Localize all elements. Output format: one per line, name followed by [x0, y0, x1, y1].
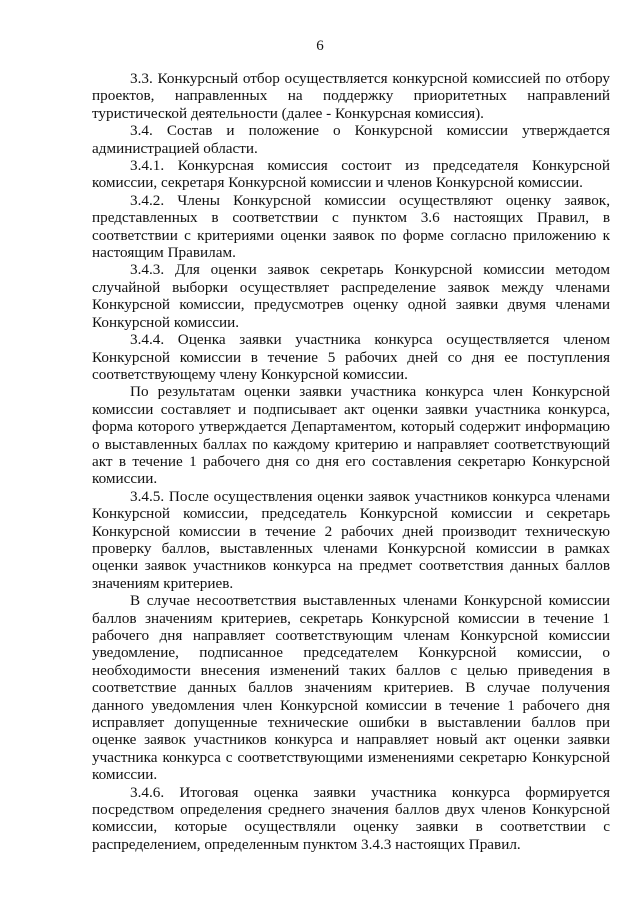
paragraph-3-4-4: 3.4.4. Оценка заявки участника конкурса осуществляется членом Конкурсной комиссии в течение 5 рабочих дней со дня ее поступления соответствующему члену Конкурсной комиссии. [92, 331, 610, 383]
paragraph-3-3: 3.3. Конкурсный отбор осуществляется конкурсной комиссией по отбору проектов, направленных на поддержку приоритетных направлений туристической деятельности (далее - Конкурсная комиссия). [92, 70, 610, 122]
paragraph-3-4-3: 3.4.3. Для оценки заявок секретарь Конкурсной комиссии методом случайной выборки осуществляет распределение заявок между членами Конкурсной комиссии, предусмотрев оценку одной заявки двумя членами Конкурсной комиссии. [92, 261, 610, 331]
paragraph-evaluation-act: По результатам оценки заявки участника конкурса член Конкурсной комиссии составляет и подписывает акт оценки заявки участника конкурса, форма которого утверждается Департаментом, который содержит информацию о выставленных баллах по каждому критерию и направляет соответствующий акт в течение 1 рабочего дня со дня его составления секретарю Конкурсной комиссии. [92, 383, 610, 488]
paragraph-3-4-1: 3.4.1. Конкурсная комиссия состоит из председателя Конкурсной комиссии, секретаря Конкурсной комиссии и членов Конкурсной комиссии. [92, 157, 610, 192]
paragraph-3-4: 3.4. Состав и положение о Конкурсной комиссии утверждается администрацией области. [92, 122, 610, 157]
paragraph-3-4-5: 3.4.5. После осуществления оценки заявок участников конкурса членами Конкурсной комиссии, председатель Конкурсной комиссии и секретарь Конкурсной комиссии в течение 2 рабочих дней производит техническую проверку баллов, выставленных членами Конкурсной комиссии в рамках оценки заявок участников конкурса на предмет соответствия данных баллов значениям критериев. [92, 487, 610, 592]
paragraph-3-4-6: 3.4.6. Итоговая оценка заявки участника конкурса формируется посредством определения среднего значения баллов двух членов Конкурсной комиссии, которые осуществляли оценку заявки в соответствии с распределением, определенным пунктом 3.4.3 настоящих Правил. [92, 783, 610, 853]
document-body [92, 70, 610, 853]
paragraph-mismatch-procedure: В случае несоответствия выставленных членами Конкурсной комиссии баллов значениям критериев, секретарь Конкурсной комиссии в течение 1 рабочего дня направляет соответствующим членам Конкурсной комиссии уведомление, подписанное председателем Конкурсной комиссии, о необходимости внесения изменений таких баллов с целью приведения в соответствие данных баллов значениям критериев. В случае получения данного уведомления член Конкурсной комиссии в течение 1 рабочего дня исправляет допущенные технические ошибки в выставлении баллов при оценке заявок участников конкурса и направляет новый акт оценки заявки участника конкурса с соответствующими изменениями секретарю Конкурсной комиссии. [92, 592, 610, 784]
page-number: 6 [316, 38, 324, 54]
paragraph-3-4-2: 3.4.2. Члены Конкурсной комиссии осуществляют оценку заявок, представленных в соответствии с пунктом 3.6 настоящих Правил, в соответствии с критериями оценки заявок по форме согласно приложению к настоящим Правилам. [92, 191, 610, 262]
